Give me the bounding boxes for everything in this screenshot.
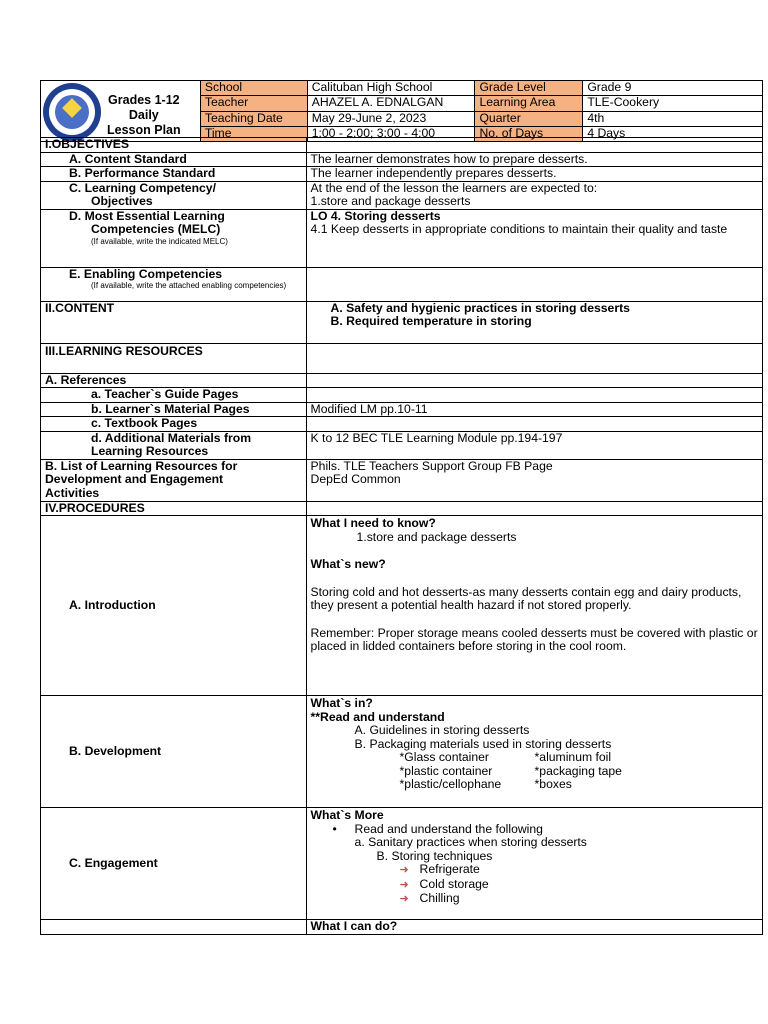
tg-label: a. Teacher`s Guide Pages xyxy=(41,388,307,403)
quarter-value: 4th xyxy=(583,111,763,126)
references-row xyxy=(41,373,763,388)
resource-list-label-line-2: Development and Engagement xyxy=(45,472,224,486)
additional-label-line-1: d. Additional Materials from xyxy=(91,430,252,445)
technique-text: Cold storage xyxy=(419,876,489,891)
teacher-value: AHAZEL A. EDNALGAN xyxy=(307,96,475,111)
enabling-label-text: E. Enabling Competencies xyxy=(69,266,223,281)
eng-bullet-item xyxy=(311,823,758,837)
resource-list-label-line-1: B. List of Learning Resources for xyxy=(45,458,238,473)
header-title-cell xyxy=(41,81,201,142)
resource-list-value-line-2: DepEd Common xyxy=(310,472,401,486)
resource-list-label xyxy=(41,459,307,501)
days-label: No. of Days xyxy=(475,126,583,141)
dev-read-heading: **Read and understand xyxy=(310,709,445,724)
eng-item-b: B. Storing techniques xyxy=(376,848,493,863)
melc-value-title: LO 4. Storing desserts xyxy=(310,208,441,223)
melc-label xyxy=(41,209,307,267)
material-item: *packaging tape xyxy=(534,763,622,778)
development-label: B. Development xyxy=(41,696,307,808)
objectives-heading: I.OBJECTIVES xyxy=(41,138,307,153)
lm-row xyxy=(41,402,763,417)
material-item: *plastic/cellophane xyxy=(399,777,502,791)
competency-value-line-1: At the end of the lesson the learners are expected to: xyxy=(310,180,598,195)
technique-item xyxy=(400,878,758,893)
material-item: *plastic container xyxy=(399,763,493,778)
eng-more-heading: What`s More xyxy=(310,808,384,822)
arrow-bullet-icon: ➜ xyxy=(399,893,409,905)
intro-need-heading: What I need to know? xyxy=(310,516,436,530)
can-do-row xyxy=(41,920,763,935)
material-item: *aluminum foil xyxy=(534,750,612,764)
references-label: A. References xyxy=(41,373,307,388)
competency-label-line-2: Objectives xyxy=(91,194,153,208)
time-label: Time xyxy=(200,126,307,141)
performance-standard-value: The learner independently prepares desserts. xyxy=(306,167,762,182)
lesson-plan-table xyxy=(40,137,763,935)
content-row xyxy=(41,301,763,343)
additional-value: K to 12 BEC TLE Learning Module pp.194-197 xyxy=(306,431,762,459)
dev-materials-row xyxy=(400,765,758,779)
procedures-row xyxy=(41,501,763,516)
arrow-bullet-icon: ➜ xyxy=(399,864,409,876)
dev-materials-row xyxy=(400,778,758,792)
eng-item-a: a. Sanitary practices when storing desserts xyxy=(354,835,587,849)
intro-new-heading: What`s new? xyxy=(310,557,386,571)
dev-item-a: A. Guidelines in storing desserts xyxy=(354,723,530,737)
textbook-label: c. Textbook Pages xyxy=(41,417,307,432)
development-content xyxy=(306,696,762,808)
technique-item xyxy=(400,892,758,907)
objectives-row xyxy=(41,138,763,153)
eng-bullet-text: Read and understand the following xyxy=(354,821,543,836)
lm-label: b. Learner`s Material Pages xyxy=(41,402,307,417)
technique-item xyxy=(400,863,758,878)
engagement-row xyxy=(41,808,763,920)
melc-row xyxy=(41,209,763,267)
resource-list-label-line-3: Activities xyxy=(45,485,100,500)
resource-list-value-line-1: Phils. TLE Teachers Support Group FB Page xyxy=(310,458,553,473)
resource-list-row xyxy=(41,459,763,501)
eng-techniques-list xyxy=(311,863,758,907)
title-line-3: Lesson Plan xyxy=(107,123,181,137)
intro-remember-text: Remember: Proper storage means cooled desserts must be covered with plastic or placed in lidded containers before storing in the cool room. xyxy=(310,625,758,653)
quarter-label: Quarter xyxy=(475,111,583,126)
dev-item-b: B. Packaging materials used in storing desserts xyxy=(354,736,612,751)
school-label: School xyxy=(200,81,307,96)
content-item-a: A. Safety and hygienic practices in storing desserts xyxy=(330,300,630,315)
material-item: *Glass container xyxy=(399,750,489,764)
melc-note: (If available, write the indicated MELC) xyxy=(91,236,228,246)
engagement-content xyxy=(306,808,762,920)
resources-row xyxy=(41,343,763,373)
teacher-label: Teacher xyxy=(200,96,307,111)
days-value: 4 Days xyxy=(583,126,763,141)
arrow-bullet-icon: ➜ xyxy=(399,878,409,891)
grade-level-label: Grade Level xyxy=(475,81,583,96)
melc-value-text: 4.1 Keep desserts in appropriate conditions to maintain their quality and taste xyxy=(310,222,728,236)
learning-area-value: TLE-Cookery xyxy=(583,96,763,111)
dev-in-heading: What`s in? xyxy=(310,696,373,710)
intro-new-text: Storing cold and hot desserts-as many desserts contain egg and dairy products, they present a potential health hazard if not stored properly. xyxy=(310,584,742,612)
additional-label-line-2: Learning Resources xyxy=(91,444,209,458)
introduction-content xyxy=(306,516,762,696)
enabling-label xyxy=(41,267,307,301)
introduction-row xyxy=(41,516,763,696)
procedures-heading: IV.PROCEDURES xyxy=(41,501,307,516)
content-items xyxy=(306,301,762,343)
content-heading: II.CONTENT xyxy=(41,301,307,343)
content-standard-value: The learner demonstrates how to prepare desserts. xyxy=(306,152,762,167)
dev-materials-list xyxy=(311,751,758,792)
can-do-heading: What I can do? xyxy=(306,920,762,935)
melc-value xyxy=(306,209,762,267)
time-value: 1:00 - 2:00; 3:00 - 4:00 xyxy=(307,126,475,141)
textbook-row xyxy=(41,417,763,432)
teaching-date-label: Teaching Date xyxy=(200,111,307,126)
melc-label-line-2: Competencies (MELC) xyxy=(91,222,221,236)
content-standard-label: A. Content Standard xyxy=(41,152,307,167)
bullet-icon: • xyxy=(332,821,337,836)
school-value: Calituban High School xyxy=(307,81,475,96)
performance-standard-label: B. Performance Standard xyxy=(41,167,307,182)
material-item: *boxes xyxy=(534,777,572,791)
competency-label-line-1: C. Learning Competency/ xyxy=(69,180,216,195)
grade-level-value: Grade 9 xyxy=(583,81,763,96)
competency-value xyxy=(306,181,762,209)
technique-text: Chilling xyxy=(419,891,460,905)
tg-row xyxy=(41,388,763,403)
title-line-1: Grades 1-12 xyxy=(108,93,180,107)
performance-standard-row xyxy=(41,167,763,182)
intro-need-item: 1.store and package desserts xyxy=(356,529,517,544)
engagement-label: C. Engagement xyxy=(41,808,307,920)
melc-label-line-1: D. Most Essential Learning xyxy=(69,208,225,223)
additional-label xyxy=(41,431,307,459)
dev-materials-row xyxy=(400,751,758,765)
enabling-row xyxy=(41,267,763,301)
content-standard-row xyxy=(41,152,763,167)
lm-value: Modified LM pp.10-11 xyxy=(306,402,762,417)
lesson-plan-title xyxy=(101,81,181,141)
enabling-note: (If available, write the attached enabling competencies) xyxy=(91,281,287,290)
additional-row xyxy=(41,431,763,459)
resource-list-value xyxy=(306,459,762,501)
competency-value-line-2: 1.store and package desserts xyxy=(310,194,471,208)
deped-seal-logo xyxy=(43,83,101,141)
competency-label xyxy=(41,181,307,209)
resources-heading: III.LEARNING RESOURCES xyxy=(41,343,307,373)
teaching-date-value: May 29-June 2, 2023 xyxy=(307,111,475,126)
competency-row xyxy=(41,181,763,209)
title-line-2: Daily xyxy=(128,108,159,122)
learning-area-label: Learning Area xyxy=(475,96,583,111)
technique-text: Refrigerate xyxy=(419,862,480,876)
introduction-label: A. Introduction xyxy=(41,516,307,696)
header-table xyxy=(40,80,763,142)
development-row xyxy=(41,696,763,808)
content-item-b: B. Required temperature in storing xyxy=(330,314,532,328)
